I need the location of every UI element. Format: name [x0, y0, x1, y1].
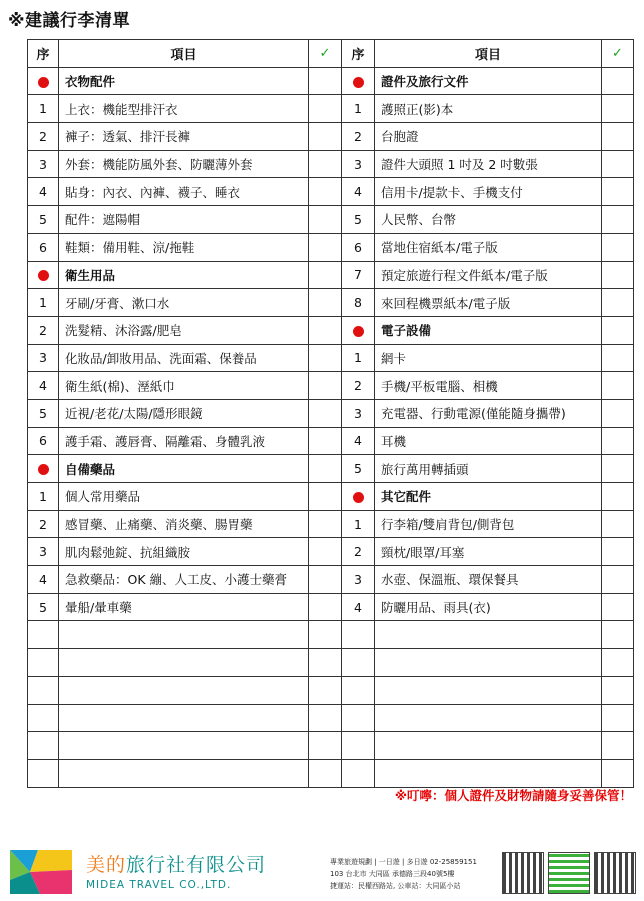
check-box[interactable]	[602, 150, 634, 178]
table-row	[28, 455, 634, 483]
check-box[interactable]	[309, 649, 342, 677]
category-bullet-icon	[353, 492, 364, 503]
table-row	[28, 344, 634, 372]
row-number: 3	[28, 150, 59, 178]
check-box[interactable]	[602, 344, 634, 372]
check-box[interactable]	[309, 593, 342, 621]
item-label	[59, 621, 309, 649]
check-box[interactable]	[309, 759, 342, 787]
row-number: 1	[28, 483, 59, 511]
item-label: 人民幣、台幣	[375, 206, 602, 234]
item-label: 水壺、保溫瓶、環保餐具	[375, 566, 602, 594]
check-box[interactable]	[309, 732, 342, 760]
check-box[interactable]	[602, 676, 634, 704]
item-label: 洗髮精、沐浴露/肥皂	[59, 316, 309, 344]
item-label: 充電器、行動電源(僅能隨身攜帶)	[375, 399, 602, 427]
row-number: 4	[342, 593, 375, 621]
check-box[interactable]	[602, 649, 634, 677]
row-number: 4	[342, 178, 375, 206]
category-heading: 其它配件	[375, 483, 602, 511]
item-label	[59, 732, 309, 760]
category-bullet-icon	[38, 464, 49, 475]
company-name-highlight: 美的	[86, 854, 127, 876]
check-box[interactable]	[602, 510, 634, 538]
item-label: 個人常用藥品	[59, 483, 309, 511]
item-label: 預定旅遊行程文件紙本/電子版	[375, 261, 602, 289]
check-box[interactable]	[309, 178, 342, 206]
row-number	[342, 483, 375, 511]
check-box[interactable]	[602, 206, 634, 234]
item-label: 化妝品/卸妝用品、洗面霜、保養品	[59, 344, 309, 372]
table-row	[28, 233, 634, 261]
item-label	[375, 732, 602, 760]
row-number: 6	[342, 233, 375, 261]
item-label: 配件：遮陽帽	[59, 206, 309, 234]
row-number: 3	[28, 538, 59, 566]
item-label: 肌肉鬆弛錠、抗組織胺	[59, 538, 309, 566]
check-box[interactable]	[602, 178, 634, 206]
check-box[interactable]	[602, 399, 634, 427]
item-label	[59, 704, 309, 732]
item-label: 牙刷/牙膏、漱口水	[59, 289, 309, 317]
row-number	[28, 261, 59, 289]
category-bullet-icon	[38, 77, 49, 88]
item-label: 上衣：機能型排汗衣	[59, 95, 309, 123]
item-label	[375, 649, 602, 677]
row-number: 4	[342, 427, 375, 455]
company-name-en: MIDEA TRAVEL CO.,LTD.	[86, 879, 232, 891]
row-number: 4	[28, 372, 59, 400]
table-row	[28, 649, 634, 677]
table-row	[28, 150, 634, 178]
check-box[interactable]	[602, 261, 634, 289]
item-label: 貼身：內衣、內褲、襪子、睡衣	[59, 178, 309, 206]
item-label: 台胞證	[375, 123, 602, 151]
page-title: ※建議行李清單	[8, 11, 131, 31]
check-box[interactable]	[309, 206, 342, 234]
row-number: 1	[342, 344, 375, 372]
table-row	[28, 593, 634, 621]
table-row	[28, 399, 634, 427]
row-number: 2	[342, 372, 375, 400]
category-heading: 自備藥品	[59, 455, 309, 483]
contact-line: 103 台北市 大同區 承德路三段40號5樓	[330, 870, 455, 878]
table-row	[28, 676, 634, 704]
item-label: 當地住宿紙本/電子版	[375, 233, 602, 261]
check-box[interactable]	[309, 344, 342, 372]
qr-code-icon[interactable]	[502, 852, 544, 894]
check-box[interactable]	[602, 593, 634, 621]
table-row	[28, 206, 634, 234]
row-number	[342, 704, 375, 732]
check-box[interactable]	[309, 455, 342, 483]
row-number: 2	[342, 123, 375, 151]
item-label: 感冒藥、止痛藥、消炎藥、腸胃藥	[59, 510, 309, 538]
header-check: ✓	[602, 40, 634, 68]
item-label: 信用卡/提款卡、手機支付	[375, 178, 602, 206]
item-label: 證件大頭照 1 吋及 2 吋數張	[375, 150, 602, 178]
check-box[interactable]	[602, 233, 634, 261]
table-row	[28, 67, 634, 95]
check-box[interactable]	[309, 150, 342, 178]
company-name-zh	[86, 850, 266, 877]
footer	[0, 840, 644, 901]
item-label: 急救藥品：OK 繃、人工皮、小護士藥膏	[59, 566, 309, 594]
check-box[interactable]	[309, 704, 342, 732]
check-box[interactable]	[309, 123, 342, 151]
table-row	[28, 427, 634, 455]
header-item: 項目	[59, 40, 309, 68]
row-number	[28, 621, 59, 649]
row-number	[28, 732, 59, 760]
row-number	[28, 455, 59, 483]
row-number: 1	[342, 510, 375, 538]
company-name-rest: 旅行社有限公司	[126, 854, 267, 876]
row-number: 6	[28, 233, 59, 261]
item-label: 近視/老花/太陽/隱形眼鏡	[59, 399, 309, 427]
check-box[interactable]	[309, 289, 342, 317]
row-number: 3	[342, 566, 375, 594]
check-box[interactable]	[602, 621, 634, 649]
table-row	[28, 95, 634, 123]
item-label: 旅行萬用轉插頭	[375, 455, 602, 483]
item-label: 護手霜、護唇膏、隔離霜、身體乳液	[59, 427, 309, 455]
item-label	[375, 704, 602, 732]
row-number: 4	[28, 566, 59, 594]
row-number: 4	[28, 178, 59, 206]
check-box[interactable]	[602, 732, 634, 760]
row-number: 2	[342, 538, 375, 566]
row-number: 1	[342, 95, 375, 123]
check-box[interactable]	[309, 95, 342, 123]
check-box[interactable]	[602, 67, 634, 95]
item-label	[59, 649, 309, 677]
row-number: 7	[342, 261, 375, 289]
header-num: 序	[342, 40, 375, 68]
check-box[interactable]	[309, 372, 342, 400]
check-box[interactable]	[309, 483, 342, 511]
table-row	[28, 759, 634, 787]
row-number: 5	[342, 206, 375, 234]
header-num: 序	[28, 40, 59, 68]
check-box[interactable]	[602, 95, 634, 123]
company-logo-icon	[10, 850, 72, 894]
check-box[interactable]	[309, 538, 342, 566]
header-check: ✓	[309, 40, 342, 68]
check-box[interactable]	[309, 427, 342, 455]
table-row	[28, 261, 634, 289]
row-number	[342, 759, 375, 787]
check-box[interactable]	[309, 510, 342, 538]
check-box[interactable]	[309, 261, 342, 289]
row-number: 5	[28, 593, 59, 621]
item-label: 頸枕/眼罩/耳塞	[375, 538, 602, 566]
check-box[interactable]	[309, 67, 342, 95]
category-heading: 證件及旅行文件	[375, 67, 602, 95]
row-number: 2	[28, 316, 59, 344]
table-row	[28, 566, 634, 594]
check-box[interactable]	[309, 621, 342, 649]
table-header-row	[28, 40, 634, 68]
item-label: 來回程機票紙本/電子版	[375, 289, 602, 317]
table-row	[28, 483, 634, 511]
table-row	[28, 732, 634, 760]
row-number	[342, 316, 375, 344]
row-number: 5	[28, 206, 59, 234]
item-label: 網卡	[375, 344, 602, 372]
category-heading: 衣物配件	[59, 67, 309, 95]
category-heading: 電子設備	[375, 316, 602, 344]
check-box[interactable]	[602, 289, 634, 317]
check-box[interactable]	[309, 399, 342, 427]
item-label: 褲子：透氣、排汗長褲	[59, 123, 309, 151]
row-number: 3	[28, 344, 59, 372]
check-box[interactable]	[602, 566, 634, 594]
row-number	[28, 67, 59, 95]
category-bullet-icon	[353, 326, 364, 337]
item-label: 行李箱/雙肩背包/側背包	[375, 510, 602, 538]
item-label	[375, 621, 602, 649]
table-row	[28, 704, 634, 732]
item-label: 護照正(影)本	[375, 95, 602, 123]
check-box[interactable]	[602, 427, 634, 455]
contact-line: 捷運站：民權西路站, 公車站：大同區小站	[330, 882, 461, 890]
check-box[interactable]	[602, 759, 634, 787]
table-row	[28, 289, 634, 317]
item-label: 耳機	[375, 427, 602, 455]
row-number	[28, 704, 59, 732]
table-row	[28, 316, 634, 344]
item-label	[375, 759, 602, 787]
check-box[interactable]	[602, 455, 634, 483]
category-bullet-icon	[38, 270, 49, 281]
row-number	[28, 649, 59, 677]
row-number: 8	[342, 289, 375, 317]
table-row	[28, 372, 634, 400]
table-row	[28, 621, 634, 649]
check-box[interactable]	[602, 123, 634, 151]
row-number: 1	[28, 95, 59, 123]
table-row	[28, 510, 634, 538]
item-label: 防曬用品、雨具(衣)	[375, 593, 602, 621]
row-number: 3	[342, 399, 375, 427]
item-label	[59, 759, 309, 787]
row-number	[342, 676, 375, 704]
table-row	[28, 123, 634, 151]
item-label	[375, 676, 602, 704]
item-label: 外套：機能防風外套、防曬薄外套	[59, 150, 309, 178]
row-number	[28, 676, 59, 704]
line-qr-code-icon[interactable]	[548, 852, 590, 894]
row-number: 6	[28, 427, 59, 455]
item-label: 鞋類：備用鞋、涼/拖鞋	[59, 233, 309, 261]
check-box[interactable]	[309, 566, 342, 594]
row-number	[342, 67, 375, 95]
item-label: 衛生紙(棉)、溼紙巾	[59, 372, 309, 400]
item-label	[59, 676, 309, 704]
check-box[interactable]	[602, 538, 634, 566]
check-box[interactable]	[602, 483, 634, 511]
row-number	[28, 759, 59, 787]
check-box[interactable]	[602, 704, 634, 732]
category-heading: 衛生用品	[59, 261, 309, 289]
table-row	[28, 178, 634, 206]
row-number	[342, 621, 375, 649]
row-number: 5	[28, 399, 59, 427]
check-box[interactable]	[309, 316, 342, 344]
check-box[interactable]	[602, 316, 634, 344]
header-item: 項目	[375, 40, 602, 68]
packing-list-table	[27, 39, 634, 788]
reminder-note: ※叮嚀：個人證件及財物請隨身妥善保管！	[394, 788, 632, 803]
row-number	[342, 732, 375, 760]
table-row	[28, 538, 634, 566]
check-box[interactable]	[309, 233, 342, 261]
check-box[interactable]	[309, 676, 342, 704]
item-label: 手機/平板電腦、相機	[375, 372, 602, 400]
row-number: 2	[28, 123, 59, 151]
row-number: 1	[28, 289, 59, 317]
category-bullet-icon	[353, 77, 364, 88]
contact-line: 專業旅遊規劃 | 一日遊 | 多日遊 02-25859151	[330, 858, 477, 866]
check-box[interactable]	[602, 372, 634, 400]
row-number	[342, 649, 375, 677]
row-number: 2	[28, 510, 59, 538]
row-number: 3	[342, 150, 375, 178]
contact-info	[330, 856, 502, 892]
qr-code-icon[interactable]	[594, 852, 636, 894]
row-number: 5	[342, 455, 375, 483]
item-label: 暈船/暈車藥	[59, 593, 309, 621]
